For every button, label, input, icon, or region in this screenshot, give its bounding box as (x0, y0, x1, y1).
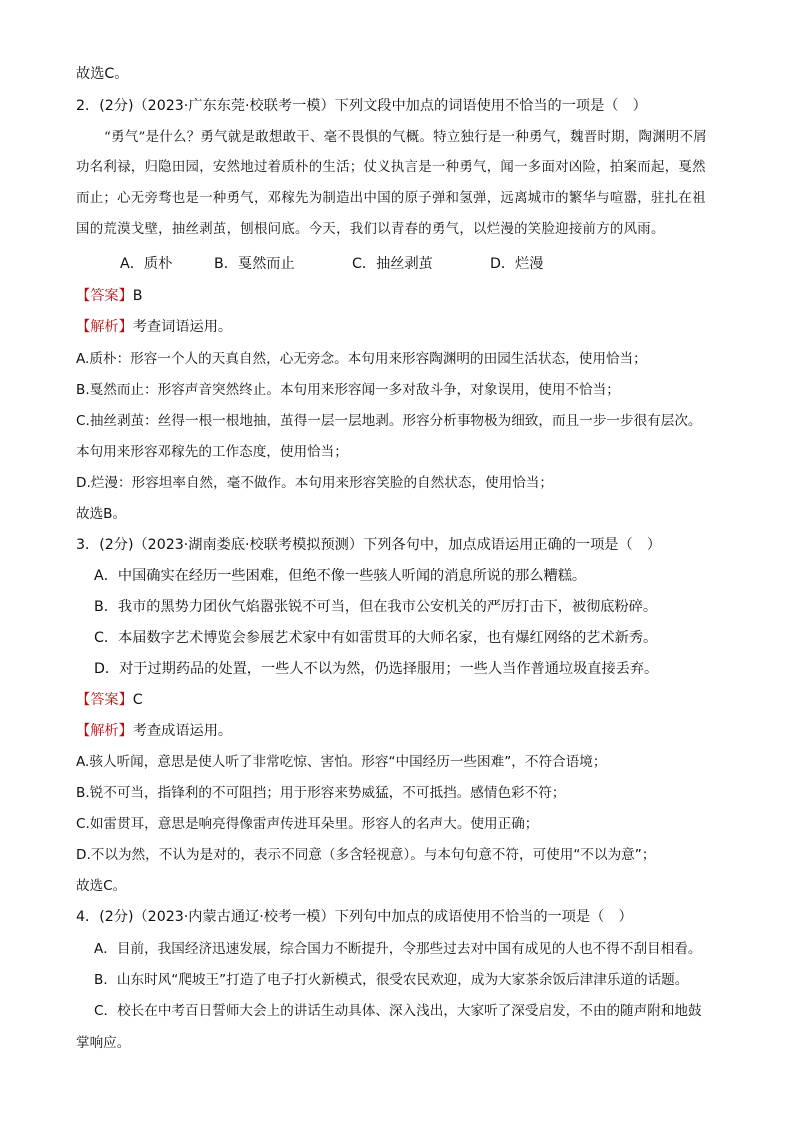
q2-header: 2．(2分)（2023·广东东莞·校联考一模）下列文段中加点的词语使用不恰当的一项是（ ） (76, 98, 647, 114)
q2-option-c: C．抽丝剥茧 (352, 256, 433, 272)
q4-option-c-continued: 掌响应。 (76, 1035, 131, 1051)
answer-label: 【答案】 (76, 692, 133, 708)
q2-passage-line: 国的荒漠戈壁，抽丝剥茧，刨根问底。今天，我们以青春的勇气，以烂漫的笑脸迎接前方的风雨。 (76, 222, 665, 237)
q3-analysis-line: A.骇人听闻，意思是使人听了非常吃惊、害怕。形容“中国经历一些困难”，不符合语境； (76, 754, 607, 770)
answer-value: B (132, 288, 143, 304)
q4-option-c: C．校长在中考百日誓师大会上的讲话生动具体、深入浅出，大家听了深受启发，不由的随声附和地鼓 (94, 1003, 702, 1019)
analysis-intro: 考查成语运用。 (132, 723, 233, 739)
q2-passage-line: “勇气”是什么？勇气就是敢想敢干、毫不畏惧的气概。特立独行是一种勇气，魏晋时期，陶渊明不屑 (104, 130, 707, 145)
q4-option-a: A．目前，我国经济迅速发展，综合国力不断提升，令那些过去对中国有成见的人也不得不刮目相看。 (94, 941, 702, 957)
q1-conclusion: 故选C。 (76, 66, 129, 82)
q2-option-a: A．质朴 (120, 256, 173, 272)
q3-analysis-line: B.锐不可当，指锋利的不可阻挡；用于形容来势威猛，不可抵挡。感情色彩不符； (76, 785, 566, 801)
q2-option-d: D．烂漫 (490, 256, 544, 272)
q3-analysis-line: C.如雷贯耳，意思是响亮得像雷声传进耳朵里。形容人的名声大。使用正确； (76, 816, 539, 832)
answer-value: C (132, 692, 143, 708)
q2-analysis-line: 本句用来形容邓稼先的工作态度，使用恰当； (76, 444, 348, 460)
q2-analysis (76, 317, 232, 337)
q3-analysis (76, 721, 232, 741)
q2-analysis-line: D.烂漫：形容坦率自然，毫不做作。本句用来形容笑脸的自然状态，使用恰当； (76, 475, 553, 491)
answer-label: 【答案】 (76, 288, 133, 304)
q3-option-d: D．对于过期药品的处置，一些人不以为然，仍选择服用；一些人当作普通垃圾直接丢弃。 (94, 661, 659, 677)
q2-analysis-line: A.质朴：形容一个人的天真自然，心无旁念。本句用来形容陶渊明的田园生活状态，使用恰当； (76, 351, 647, 367)
q3-option-b: B．我市的黑势力团伙气焰嚣张锐不可当，但在我市公安机关的严厉打击下，被彻底粉碎。 (94, 599, 658, 615)
q2-analysis-line: B.戛然而止：形容声音突然终止。本句用来形容闻一多对敌斗争，对象误用，使用不恰当； (76, 382, 620, 398)
analysis-label: 【解析】 (76, 319, 133, 335)
q4-option-b: B．山东时风“爬坡王”打造了电子打火新模式，很受农民欢迎，成为大家茶余饭后津津乐道的话题。 (94, 972, 689, 988)
q3-analysis-line: D.不以为然，不认为是对的，表示不同意（多含轻视意）。与本句句意不符，可使用“不以为意”； (76, 847, 656, 863)
q3-option-c: C．本届数字艺术博览会参展艺术家中有如雷贯耳的大师名家，也有爆红网络的艺术新秀。 (94, 630, 658, 646)
q2-analysis-line: C.抽丝剥茧：丝得一根一根地抽，茧得一层一层地剥。形容分析事物极为细致，而且一步一步很有层次。 (76, 413, 702, 429)
q3-answer (76, 690, 143, 710)
q2-conclusion: 故选B。 (76, 506, 127, 522)
analysis-label: 【解析】 (76, 723, 133, 739)
q3-header: 3．(2分)（2023·湖南娄底·校联考模拟预测）下列各句中，加点成语运用正确的一项是（ ） (76, 537, 662, 553)
q2-answer (76, 286, 143, 306)
q2-passage-line: 而止；心无旁骛也是一种勇气，邓稼先为制造出中国的原子弹和氢弹，远离城市的繁华与喧嚣，驻扎在祖 (76, 191, 706, 206)
q3-option-a: A．中国确实在经历一些困难，但绝不像一些骇人听闻的消息所说的那么糟糕。 (94, 568, 587, 584)
q2-option-b: B．戛然而止 (214, 256, 295, 272)
q4-header: 4．(2分)（2023·内蒙古通辽·校考一模）下列句中加点的成语使用不恰当的一项是（ ） (76, 909, 633, 925)
analysis-intro: 考查词语运用。 (132, 319, 233, 335)
q2-passage-line: 功名利禄，归隐田园，安然地过着质朴的生活；仗义执言是一种勇气，闻一多面对凶险，拍案而起，戛然 (76, 160, 706, 175)
q3-conclusion: 故选C。 (76, 878, 127, 894)
